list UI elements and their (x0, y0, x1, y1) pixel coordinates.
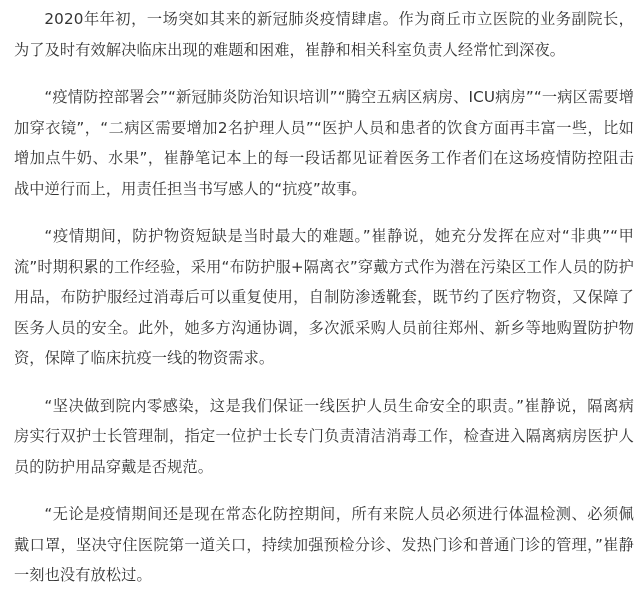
paragraph-4: “坚决做到院内零感染，这是我们保证一线医护人员生命安全的职责。”崔静说，隔离病房实行双护士长管理制，指定一位护士长专门负责清洁消毒工作，检查进入隔离病房医护人员的防护用品穿戴是否规范。 (14, 396, 634, 476)
paragraph-1: 2020年年初，一场突如其来的新冠肺炎疫情肆虐。作为商丘市立医院的业务副院长，为了及时有效解决临床出现的难题和困难，崔静和相关科室负责人经常忙到深夜。 (14, 10, 634, 59)
paragraph-2: “疫情防控部署会”“新冠肺炎防治知识培训”“腾空五病区病房、ICU病房”“一病区需要增加穿衣镜”，“二病区需要增加2名护理人员”“医护人员和患者的饮食方面再丰富一些，比如增加点牛奶、水果”，崔静笔记本上的每一段话都见证着医务工作者们在这场疫情防控阻击战中逆行而上，用责任担当书写感人的“抗疫”故事。 (14, 88, 634, 198)
article-body (14, 0, 634, 608)
paragraph-3: “疫情期间，防护物资短缺是当时最大的难题。”崔静说，她充分发挥在应对“非典”“甲流”时期积累的工作经验，采用“布防护服+隔离衣”穿戴方式作为潜在污染区工作人员的防护用品，布防护服经过消毒后可以重复使用，自制防渗透靴套，既节约了医疗物资，又保障了医务人员的安全。此外，她多方沟通协调，多次派采购人员前往郑州、新乡等地购置防护物资，保障了临床抗疫一线的物资需求。 (14, 227, 634, 367)
paragraph-5: “无论是疫情期间还是现在常态化防控期间，所有来院人员必须进行体温检测、必须佩戴口罩，坚决守住医院第一道关口，持续加强预检分诊、发热门诊和普通门诊的管理，”崔静一刻也没有放松过。 (14, 505, 634, 584)
